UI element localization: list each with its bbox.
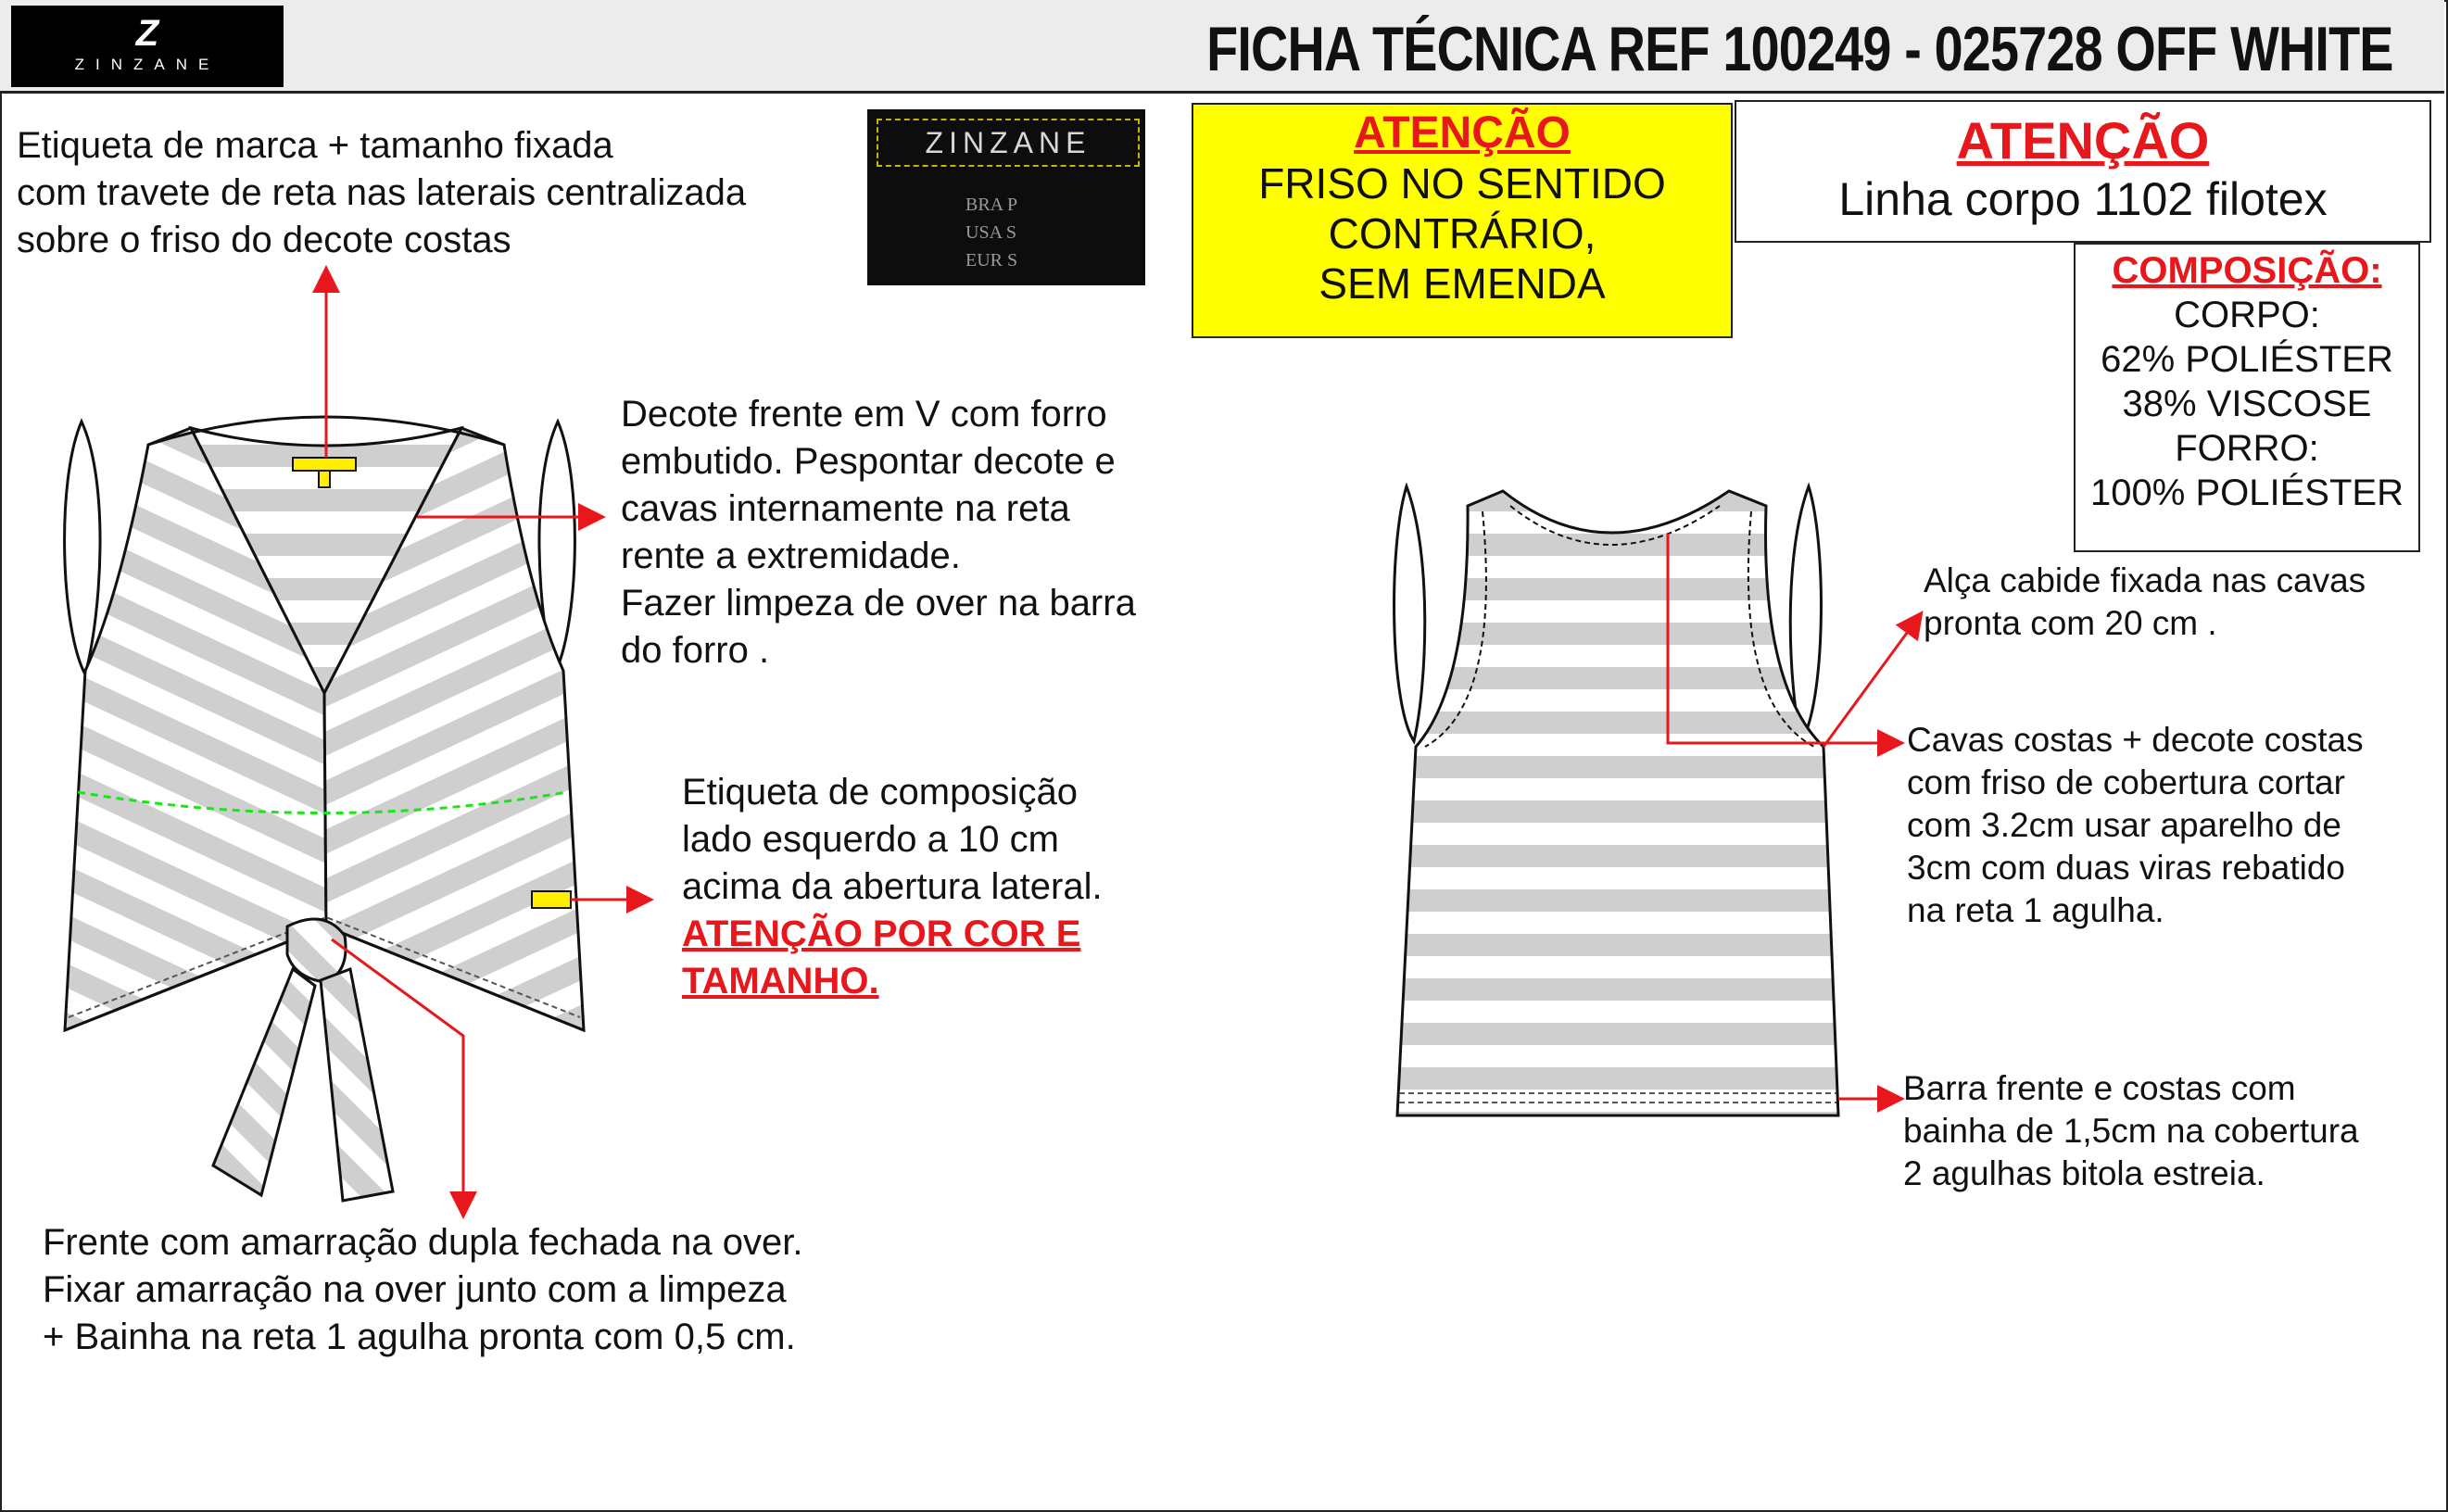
warning-text: ATENÇÃO POR COR E (682, 914, 1081, 954)
note-hem: Barra frente e costas com bainha de 1,5cm na cobertura 2 agulhas bitola estreia. (1903, 1069, 2359, 1192)
warning-text-line: TAMANHO. (682, 961, 879, 1002)
attention-heading: ATENÇÃO (1354, 108, 1571, 158)
attention-line: SEM EMENDA (1319, 259, 1606, 308)
composition-label-marker (532, 891, 571, 908)
note-hanger-loop: Alça cabide fixada nas cavas pronta com 20 cm . (1924, 561, 2366, 642)
composition-line: FORRO: (2175, 428, 2319, 469)
brand-label-marker (293, 458, 356, 471)
note-front-tie: Frente com amarração dupla fechada na over. Fixar amarração na over junto com a limpeza + Bainha na reta 1 agulha pronta com 0,5 cm. (43, 1222, 803, 1357)
attention-line: CONTRÁRIO, (1328, 209, 1596, 258)
composition-heading: COMPOSIÇÃO: (2112, 250, 2382, 291)
composition-line: 38% VISCOSE (2122, 384, 2372, 424)
composition-line: 62% POLIÉSTER (2101, 339, 2393, 380)
label-brand: ZINZANE (877, 119, 1140, 167)
label-size-row: EUR S (965, 250, 1018, 271)
note-back-armholes: Cavas costas + decote costas com friso de cobertura cortar com 3.2cm usar aparelho de 3cm com duas viras rebatido na reta 1 agulha. (1907, 721, 2364, 929)
note-composition-label: Etiqueta de composição lado esquerdo a 10 cm acima da abertura lateral. ATENÇÃO POR COR E TAMANHO. (682, 769, 1103, 1005)
page-title: FICHA TÉCNICA REF 100249 - 025728 OFF WHITE (1206, 14, 2393, 84)
back-view (1394, 486, 1838, 1115)
hanger-loop-left (1394, 486, 1425, 741)
attention-line: FRISO NO SENTIDO (1258, 159, 1666, 208)
label-size-row: USA S (965, 222, 1017, 243)
composition-line: CORPO: (2174, 295, 2320, 335)
hanger-loop-left (65, 422, 100, 674)
composition-line: 100% POLIÉSTER (2090, 472, 2404, 513)
logo-text: ZINZANE (74, 56, 221, 73)
tie-end-left (213, 969, 315, 1195)
note-brand-label: Etiqueta de marca + tamanho fixada com travete de reta nas laterais centralizada sobre o friso do decote costas (17, 125, 747, 260)
note-neckline: Decote frente em V com forro embutido. Pespontar decote e cavas internamente na reta rente a extremidade. Fazer limpeza de over na barra do forro . (621, 394, 1136, 671)
label-size-row: BRA P (965, 195, 1018, 215)
tie-end-right (321, 969, 393, 1201)
front-view (65, 417, 584, 1201)
attention-heading: ATENÇÃO (1956, 111, 2210, 170)
back-body (1397, 491, 1838, 1115)
thread-spec: Linha corpo 1102 filotex (1838, 173, 2328, 225)
logo-mark: Z (135, 13, 159, 54)
